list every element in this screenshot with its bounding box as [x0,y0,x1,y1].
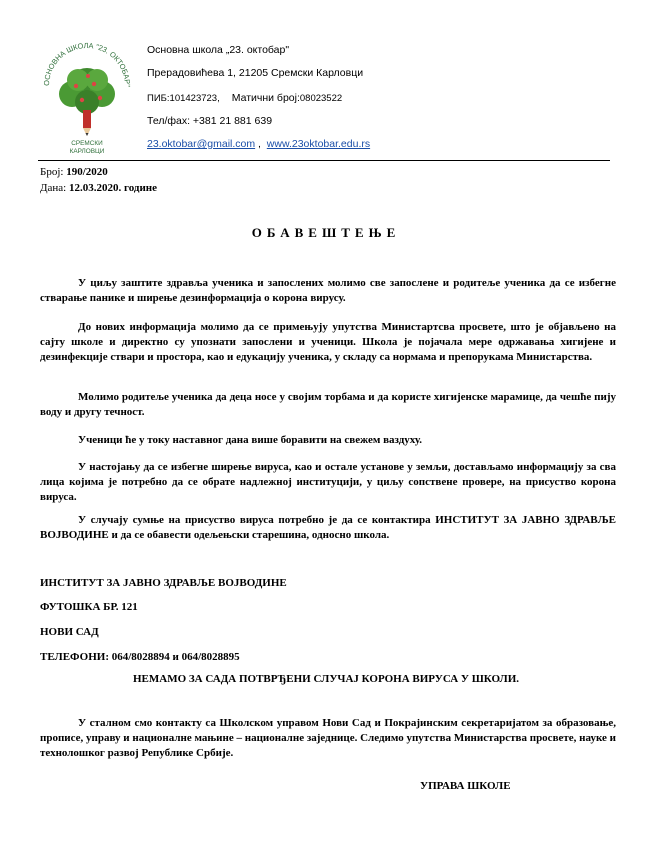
date-label: Дана: [40,182,69,194]
signature: УПРАВА ШКОЛЕ [420,780,511,792]
paragraph-5: У настојању да се избегне ширење вируса, као и остале установе у земљи, достављамо информацију за сва лица којима је потребно да се обрате надлежној институцији, у циљу сопствене провере, на присуство корона вируса. [40,461,616,503]
tree-icon [59,68,115,114]
mb-label: Матични број: [231,92,300,104]
school-contact [147,138,370,150]
logo-bottom-line1: СРЕМСКИ [71,140,103,147]
institute-city: НОВИ САД [40,626,99,638]
reference-number [40,166,108,179]
website-link[interactable]: www.23oktobar.edu.rs [266,138,371,150]
document-title: ОБАВЕШТЕЊЕ [251,225,401,240]
paragraph-3: Молимо родитеље ученика да деца носе у својим торбама и да користе хигијенске марамице, да чешће пију воду и другу течност. [40,391,616,418]
no-case-notice: НЕМАМО ЗА САДА ПОТВРЂЕНИ СЛУЧАЈ КОРОНА ВИРУСА У ШКОЛИ. [132,673,520,685]
school-logo [38,36,136,154]
school-ids [147,92,342,105]
mb-value: 08023522 [299,93,343,104]
logo-arc-text: ОСНОВНА ШКОЛА "23. ОКТОБАР" [41,40,133,88]
paragraph-6: У случају сумње на присуство вируса потребно је да се контактира ИНСТИТУТ ЗА ЈАВНО ЗДРАВЉЕ ВОЈВОДИНЕ и да се обавести одељењски старешина, односно школа. [40,514,616,541]
paragraph-1: У циљу заштите здравља ученика и запослених молимо све запослене и родитеље ученика да се избегне стварање панике и ширење дезинформација о корона вирусу. [40,277,616,304]
number-value: 190/2020 [66,166,108,178]
institute-street: ФУТОШКА БР. 121 [40,601,138,613]
paragraph-2: До нових информација молимо да се примењују упутства Министартсва просвете, што је објављено на сајту школе и директно су упознати запослени и ученици. Школа је појачала мере одржавања хигијене и дезинфекције ствари и простора, као и едукацију ученика, у складу са нормама и препорукама Министарства. [40,321,616,363]
school-name: Основна школа „23. октобар" [147,44,290,56]
school-phone: Тел/фах: +381 21 881 639 [147,115,273,127]
contact-separator: , [255,138,267,150]
institute-name: ИНСТИТУТ ЗА ЈАВНО ЗДРАВЉЕ ВОЈВОДИНЕ [40,577,287,589]
school-address: Прерадовићева 1, 21205 Сремски Карловци [147,67,364,79]
paragraph-4: Ученици ће у току наставног дана више боравити на свежем ваздуху. [78,434,423,446]
pib-text: ПИБ:101423723, [147,93,220,104]
number-label: Број: [40,166,67,178]
date-value: 12.03.2020. године [68,182,157,194]
pencil-icon [83,110,91,136]
institute-phones: ТЕЛЕФОНИ: 064/8028894 и 064/8028895 [40,651,240,663]
paragraph-7: У сталном смо контакту са Школском управом Нови Сад и Покрајинским секретаријатом за образовање, прописе, управу и националне мањине – националне заједнице. Следимо упутства Министарства просвете, науке и технолошког развој Републике Србије. [40,717,616,759]
logo-bottom-line2: КАРЛОВЦИ [69,148,105,154]
email-link[interactable]: 23.oktobar@gmail.com [147,138,256,150]
reference-date [40,182,157,195]
letterhead-divider [38,160,610,161]
